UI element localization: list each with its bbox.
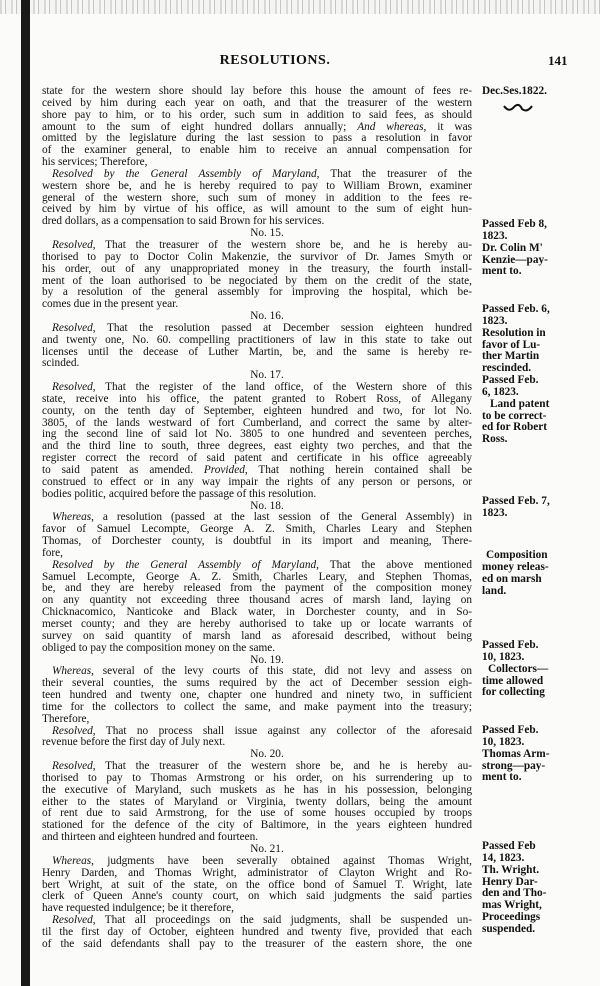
text-line: teen hundred and twenty one, chapter one hundred and ninety two, in sufficient — [42, 689, 472, 702]
text-line: licenses until the decease of Luther Martin, be, and the same is hereby re- — [42, 345, 472, 358]
squiggle-ornament-icon — [502, 103, 538, 113]
margin-note — [482, 496, 550, 520]
page-number: 141 — [548, 53, 568, 68]
margin-note-line: Dec.Ses.1822. — [482, 85, 547, 97]
margin-note-line: Dr. Colin M' — [482, 241, 543, 254]
text-line: Resolved, That the treasurer of the western shore be, and he is hereby au- — [52, 238, 472, 251]
margin-note — [482, 725, 549, 784]
margin-note-line: 14, 1823. — [482, 851, 525, 864]
margin-note-line: Thomas Arm- — [482, 747, 550, 760]
text-line: and thirteen and eighteen hundred and fourteen. — [42, 831, 259, 844]
text-line: time for the collectors to collect the same, and make payment into the treasury; — [42, 700, 472, 713]
margin-note-line: 10, 1823. — [482, 735, 525, 748]
italic-lead: Resolved by the General Assembly of Maryland — [52, 558, 317, 571]
italic-lead: Whereas — [52, 511, 92, 524]
resolution-number: No. 20. — [250, 748, 284, 761]
text-line: Resolved, That the register of the land office, of the Western shore of this — [52, 381, 472, 394]
binding-shadow — [21, 0, 30, 986]
italic-lead: Resolved — [52, 381, 93, 394]
text-line: register correct the record of said patent and certificate in his office agreeably — [42, 452, 472, 465]
margin-note-line: Passed Feb. 7, — [482, 495, 550, 507]
resolution-number: No. 17. — [250, 369, 284, 382]
text-line: shore pay to him, or to his order, such sum in addition to said fees, as should — [42, 108, 472, 121]
text-line: Resolved, That the treasurer of the western shore be, and he is hereby au- — [52, 760, 472, 773]
text-line: Whereas, judgments have been severally obtained against Thomas Wright, — [52, 854, 472, 867]
text-line: merset county; and they are hereby authorised to take up or locate warrants of — [42, 617, 472, 630]
margin-note-line: Passed Feb — [482, 840, 536, 852]
italic-lead: Resolved — [52, 238, 93, 251]
margin-note-line: time allowed — [482, 674, 544, 687]
margin-note-line: 1823. — [482, 314, 508, 327]
text-line: thorised to pay to Doctor Colin Makenzie, the survivor of Dr. James Smyth or — [42, 250, 472, 263]
margin-note — [482, 219, 548, 278]
margin-note — [482, 841, 546, 936]
text-line: ment of the loan authorised to be negociated by them on the credit of the state, — [42, 274, 472, 287]
text-line: Therefore, — [42, 712, 90, 725]
margin-note-line: ed for Robert — [482, 421, 548, 434]
text-line: western shore be, and he is hereby required to pay to William Brown, examiner — [42, 179, 472, 192]
text-line: dred dollars, as a compensation to said Brown for his services. — [42, 215, 325, 228]
resolution-number: No. 21. — [250, 843, 284, 855]
margin-note-line: Passed Feb 8, — [482, 218, 547, 230]
margin-note-line: for collecting — [482, 686, 545, 699]
text-line: obliged to pay the composition money on the same. — [42, 641, 276, 654]
margin-note-line: Collectors— — [488, 662, 549, 675]
text-line: Whereas, several of the levy courts of this state, did not levy and assess on — [52, 665, 472, 678]
text-line: state for the western shore should lay before this house the amount of fees re- — [42, 85, 472, 97]
text-line: by a resolution of the general assembly for improving the hospital, which be- — [42, 286, 472, 299]
margin-note-line: Passed Feb. — [482, 724, 539, 736]
text-line: be, and they are hereby released from the payment of the composition money — [42, 582, 472, 595]
text-line: Whereas, a resolution (passed at the last session of the General Assembly) in — [52, 511, 472, 524]
margin-note-line: Passed Feb. — [482, 639, 539, 651]
italic-lead: Whereas — [52, 854, 92, 867]
margin-note-line: 1823. — [482, 229, 508, 242]
margin-note-line: Proceedings — [482, 911, 541, 924]
italic-lead: Resolved — [52, 321, 93, 334]
margin-note-line: Composition — [486, 549, 548, 561]
resolution-number: No. 18. — [250, 499, 284, 512]
margin-note-line: Ross. — [482, 433, 508, 446]
text-line: thorised to pay to Thomas Armstrong or his order, on his surrendering up to — [42, 771, 472, 784]
text-line: to said patent as amended. Provided, That nothing herein contained shall be — [42, 464, 472, 476]
text-line: either to the states of Maryland or Virginia, twenty dollars, being the amount — [42, 795, 472, 808]
text-line: ceived by him during each year on oath, and that the treasurer of the western — [42, 96, 472, 109]
text-line: ing the second line of said lot No. 3805 to one hundred and seventeen perches, — [42, 428, 472, 441]
resolution-number: No. 16. — [250, 310, 284, 323]
text-line: bodies politic, acquired before the passage of this resolution. — [42, 487, 317, 500]
italic-lead: Resolved by the General Assembly of Maryland — [52, 167, 317, 180]
margin-note-line: Th. Wright. — [482, 863, 540, 876]
text-line: have requested indulgence; be it therefore, — [42, 902, 234, 915]
margin-note-line: ment to. — [482, 771, 522, 784]
margin-note-line: 1823. — [482, 506, 508, 519]
margin-note-line: land. — [482, 584, 507, 597]
text-line: fore, — [42, 546, 64, 559]
margin-note — [482, 304, 550, 446]
text-line: omitted by the legislature during the last session to pass a resolution in favor — [42, 132, 472, 145]
italic-lead: Whereas — [52, 665, 92, 678]
margin-note-line: Kenzie—pay- — [482, 253, 548, 266]
text-line: of the examiner general, to enable him to receive an annual compensation for — [42, 144, 472, 157]
text-line: scinded. — [42, 357, 80, 370]
margin-note-line: ther Martin — [482, 350, 540, 363]
margin-note-line: to be correct- — [482, 409, 547, 422]
text-line: of the said defendants shall pay to the treasurer of the eastern shore, the one — [42, 937, 472, 950]
margin-note-line: money releas- — [482, 560, 549, 573]
text-line: and twenty one, No. 60. compelling practitioners of law in this state to take out — [42, 333, 472, 346]
text-line: Henry Darden, and Thomas Wright, administrator of Clayton Wright and Ro- — [42, 866, 472, 879]
text-line: the executive of Maryland, such muskets as he has in his possession, belonging — [42, 783, 472, 796]
text-line: Samuel Lecompte, George A. Z. Smith, Charles Leary, and Stephen Thomas, — [42, 570, 472, 583]
text-line: his services; Therefore, — [42, 156, 148, 169]
text-line: county, on the tenth day of September, eighteen hundred and two, for lot No. — [42, 404, 472, 417]
text-line: stationed for the defence of the city of Baltimore, in the years eighteen hundred — [42, 819, 472, 832]
text-line: Resolved by the General Assembly of Maryland, That the above mentioned — [52, 558, 472, 571]
running-title: RESOLUTIONS. — [219, 53, 331, 68]
margin-note — [482, 86, 547, 98]
margin-note-line: suspended. — [482, 922, 536, 935]
text-line: survey on said quantity of marsh land as aforesaid described, without being — [42, 629, 472, 642]
resolution-number: No. 15. — [250, 227, 284, 240]
margin-note-line: Henry Dar- — [482, 875, 538, 888]
resolution-number: No. 19. — [250, 653, 284, 666]
margin-note-line: Passed Feb. 6, — [482, 303, 550, 315]
margin-note-line: ed on marsh — [482, 572, 542, 585]
margin-note-line: Land patent — [490, 397, 550, 410]
text-line: comes due in the present year. — [42, 298, 179, 311]
scan-edge-noise — [0, 0, 600, 14]
text-line: ceived by him by virtue of his office, as will amount to the sum of eight hun- — [42, 203, 472, 216]
text-line: Resolved, That no process shall issue against any collector of the aforesaid — [52, 724, 472, 737]
margin-note-line: 6, 1823. — [482, 385, 519, 398]
margin-note — [482, 640, 548, 699]
margin-note-line: Passed Feb. — [482, 374, 539, 387]
text-line: amount to the sum of eight hundred dollars annually; And whereas, it was — [42, 120, 472, 133]
text-line: of rent due to said Armstrong, for the use of some houses occupied by troops — [42, 807, 472, 820]
text-line: Thomas, of Dorchester county, is doubtful in its import and meaning, There- — [42, 535, 472, 548]
italic-lead: Resolved — [52, 914, 93, 927]
margin-note-line: rescinded. — [482, 362, 532, 375]
margin-note-line: Resolution in — [482, 326, 546, 339]
margin-note-line: strong—pay- — [482, 759, 546, 772]
text-line: and the third line to south, three degrees, east eighty two perches, and that the — [42, 440, 472, 453]
text-line: state, receive into his office, the patent granted to Robert Ross, of Allegany — [42, 392, 472, 405]
text-line: 3805, of the lands westward of fort Cumberland, and correct the same by alter- — [42, 416, 472, 429]
margin-note-line: den and Tho- — [482, 887, 547, 900]
text-line: favor of Samuel Lecompte, George A. Z. Smith, Charles Leary and Stephen — [42, 523, 472, 536]
margin-note-line: mas Wright, — [482, 899, 542, 912]
text-line: til the first day of October, eighteen hundred and twenty five, provided that each — [42, 925, 472, 938]
page-header — [0, 53, 600, 71]
text-line: their several counties, the sums required by the act of December session eigh- — [42, 677, 472, 690]
text-line: on any quantity not exceeding three thousand acres of marsh land, laying on — [42, 594, 472, 607]
text-line: clerk of Queen Anne's county court, on which said judgments the said parties — [42, 890, 472, 903]
text-line: general of the western shore, such sum of money in addition to the fees re- — [42, 191, 472, 204]
margin-note-line: ment to. — [482, 265, 522, 278]
italic-lead: Resolved — [52, 724, 93, 737]
margin-note-line: favor of Lu- — [482, 338, 541, 351]
text-line: Chicknacomico, Nanticoke and Black water, in Dorchester county, and in So- — [42, 606, 472, 619]
italic-lead: Provided — [203, 464, 245, 476]
margin-note — [482, 550, 549, 597]
body-text — [42, 86, 472, 951]
margin-note-line: 10, 1823. — [482, 650, 525, 663]
text-line: Resolved, That the resolution passed at December session eighteen hundred — [52, 321, 472, 334]
text-line: Resolved, That all proceedings on the said judgments, shall be suspended un- — [52, 914, 472, 927]
text-line: Resolved by the General Assembly of Maryland, That the treasurer of the — [52, 167, 472, 180]
italic-lead: Resolved — [52, 760, 93, 773]
text-line: his order, out of any unappropriated money in the treasury, the fourth install- — [42, 262, 472, 275]
text-line: construed to effect or in any way impair the rights of any person or persons, or — [42, 475, 472, 488]
text-line: bert Wright, at suit of the state, on the office bond of Samuel T. Wright, late — [42, 878, 472, 891]
italic-lead: And whereas — [357, 120, 424, 133]
text-line: revenue before the first day of July next. — [42, 736, 226, 749]
